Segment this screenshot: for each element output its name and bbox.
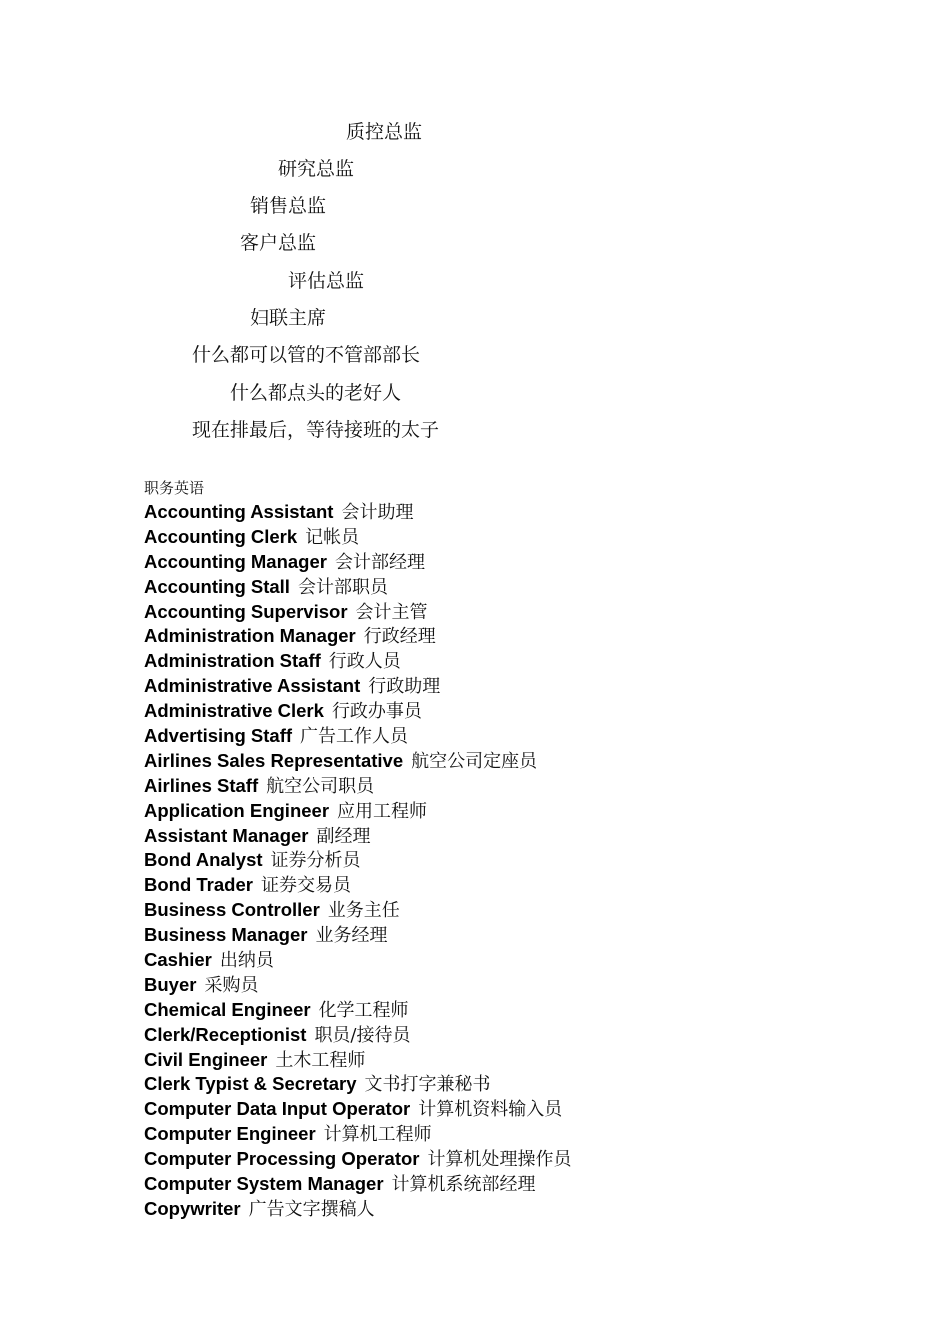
glossary-entry bbox=[144, 674, 864, 699]
english-term: Accounting Clerk bbox=[144, 525, 298, 547]
chinese-term: 记帐员 bbox=[305, 526, 360, 548]
chinese-term: 计算机系统部经理 bbox=[391, 1174, 536, 1196]
chinese-term: 证券分析员 bbox=[270, 850, 361, 872]
chinese-term: 会计主管 bbox=[355, 601, 428, 623]
chinese-term: 行政办事员 bbox=[331, 701, 422, 723]
glossary-entry bbox=[144, 699, 864, 724]
glossary-entry bbox=[144, 525, 864, 550]
english-term: Administration Staff bbox=[144, 650, 321, 672]
glossary-entry bbox=[144, 1122, 864, 1147]
english-term: Airlines Staff bbox=[144, 774, 259, 796]
poem-line: 什么都点头的老好人 bbox=[230, 382, 402, 404]
chinese-term: 行政助理 bbox=[368, 676, 441, 698]
english-term: Administrative Clerk bbox=[144, 700, 324, 722]
chinese-term: 化学工程师 bbox=[318, 999, 409, 1021]
glossary-entry bbox=[144, 1197, 864, 1222]
chinese-term: 土木工程师 bbox=[275, 1049, 366, 1071]
poem-line: 客户总监 bbox=[240, 232, 317, 254]
glossary-entry bbox=[144, 824, 864, 849]
glossary-entry bbox=[144, 948, 864, 973]
chinese-term: 行政经理 bbox=[363, 626, 436, 648]
chinese-term: 应用工程师 bbox=[337, 800, 428, 822]
chinese-term: 文书打字兼秘书 bbox=[364, 1074, 491, 1096]
chinese-term: 会计助理 bbox=[341, 502, 414, 523]
chinese-term: 职员/接待员 bbox=[314, 1024, 411, 1046]
english-term: Accounting Manager bbox=[144, 550, 327, 572]
english-term: Civil Engineer bbox=[144, 1048, 268, 1070]
glossary-entry bbox=[144, 923, 864, 948]
chinese-term: 广告工作人员 bbox=[300, 726, 409, 748]
section-title: 职务英语 bbox=[144, 479, 205, 497]
english-term: Buyer bbox=[144, 973, 197, 995]
chinese-term: 航空公司定座员 bbox=[411, 750, 538, 772]
english-term: Assistant Manager bbox=[144, 824, 309, 846]
glossary-entry bbox=[144, 1172, 864, 1197]
poem-line: 质控总监 bbox=[346, 121, 423, 143]
english-term: Administration Manager bbox=[144, 625, 356, 647]
english-term: Business Manager bbox=[144, 924, 308, 946]
glossary-entry bbox=[144, 600, 864, 625]
glossary-entry bbox=[144, 973, 864, 998]
glossary-entry bbox=[144, 898, 864, 923]
glossary-entry bbox=[144, 1048, 864, 1073]
english-term: Accounting Stall bbox=[144, 575, 290, 597]
glossary-entry bbox=[144, 774, 864, 799]
chinese-term: 计算机资料输入员 bbox=[418, 1099, 563, 1121]
english-term: Advertising Staff bbox=[144, 725, 293, 747]
english-term: Computer Processing Operator bbox=[144, 1148, 420, 1170]
glossary-entry bbox=[144, 1147, 864, 1172]
english-term: Computer Data Input Operator bbox=[144, 1098, 411, 1120]
english-term: Administrative Assistant bbox=[144, 675, 361, 697]
glossary-entry bbox=[144, 1023, 864, 1048]
chinese-term: 业务经理 bbox=[315, 925, 388, 947]
chinese-term: 出纳员 bbox=[219, 950, 274, 972]
poem-line: 销售总监 bbox=[250, 195, 327, 217]
english-term: Application Engineer bbox=[144, 799, 330, 821]
glossary-entry bbox=[144, 649, 864, 674]
chinese-term: 会计部职员 bbox=[297, 576, 388, 598]
english-term: Business Controller bbox=[144, 899, 320, 921]
glossary-entry bbox=[144, 799, 864, 824]
english-term: Accounting Assistant bbox=[144, 501, 334, 522]
chinese-term: 业务主任 bbox=[327, 900, 400, 922]
glossary-entry bbox=[144, 575, 864, 600]
glossary-entry bbox=[144, 1097, 864, 1122]
poem-line: 现在排最后，等待接班的太子 bbox=[192, 419, 440, 441]
chinese-term: 行政人员 bbox=[328, 651, 401, 673]
chinese-term: 采购员 bbox=[204, 974, 259, 996]
chinese-term: 会计部经理 bbox=[334, 551, 425, 573]
english-term: Bond Analyst bbox=[144, 849, 263, 871]
poem-line: 研究总监 bbox=[278, 158, 355, 180]
glossary-entry bbox=[144, 873, 864, 898]
glossary-entry bbox=[144, 848, 864, 873]
glossary-entry bbox=[144, 500, 864, 525]
english-term: Computer Engineer bbox=[144, 1123, 316, 1145]
chinese-term: 广告文字撰稿人 bbox=[248, 1198, 375, 1220]
english-term: Clerk Typist & Secretary bbox=[144, 1073, 357, 1095]
english-term: Cashier bbox=[144, 949, 212, 971]
job-title-glossary bbox=[144, 500, 864, 1222]
poem-line: 评估总监 bbox=[288, 270, 365, 292]
chinese-term: 计算机处理操作员 bbox=[427, 1149, 572, 1171]
english-term: Clerk/Receptionist bbox=[144, 1023, 307, 1045]
glossary-entry bbox=[144, 749, 864, 774]
english-term: Copywriter bbox=[144, 1197, 241, 1219]
chinese-term: 计算机工程师 bbox=[323, 1124, 432, 1146]
chinese-term: 证券交易员 bbox=[260, 875, 351, 897]
chinese-term: 航空公司职员 bbox=[266, 775, 375, 797]
glossary-entry bbox=[144, 998, 864, 1023]
english-term: Chemical Engineer bbox=[144, 998, 311, 1020]
poem-line: 什么都可以管的不管部部长 bbox=[192, 344, 421, 366]
glossary-entry bbox=[144, 724, 864, 749]
poem-line: 妇联主席 bbox=[250, 307, 327, 329]
english-term: Airlines Sales Representative bbox=[144, 749, 404, 771]
glossary-entry bbox=[144, 1072, 864, 1097]
english-term: Accounting Supervisor bbox=[144, 600, 348, 622]
chinese-term: 副经理 bbox=[316, 825, 371, 847]
glossary-entry bbox=[144, 550, 864, 575]
glossary-entry bbox=[144, 624, 864, 649]
english-term: Bond Trader bbox=[144, 874, 253, 896]
english-term: Computer System Manager bbox=[144, 1173, 384, 1195]
